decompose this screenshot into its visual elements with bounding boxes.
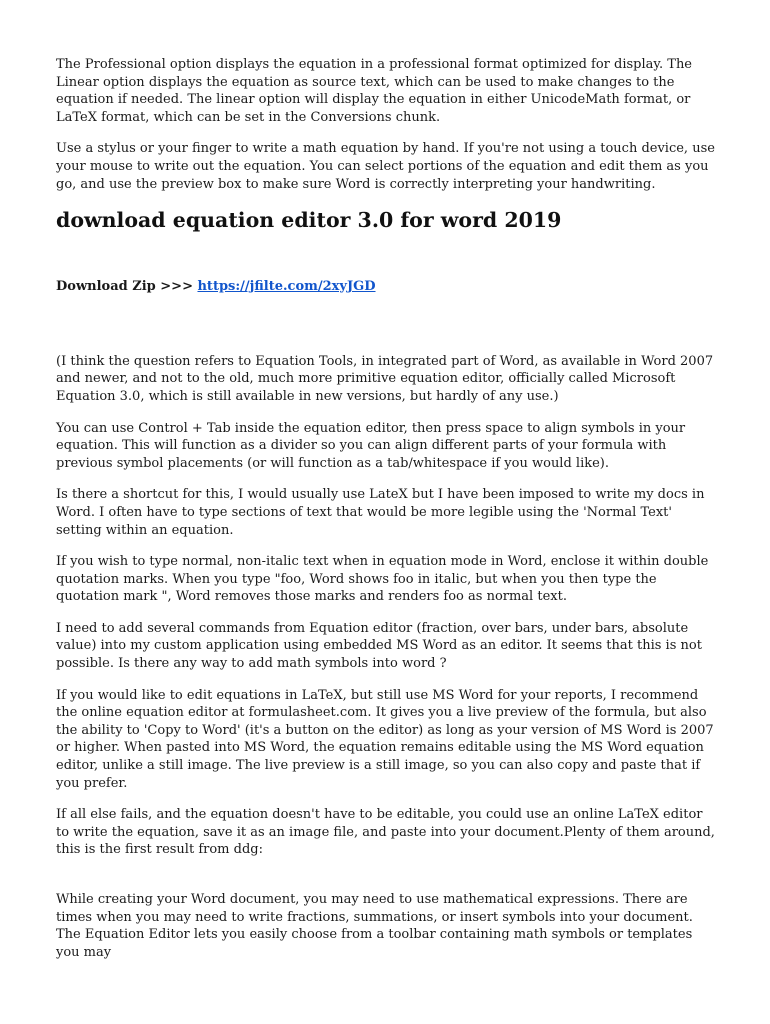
paragraph-creating-word-document: While creating your Word document, you may need to use mathematical expressions. There are times when you may need to write fractions, summations, or insert symbols into your document. The Equation Editor lets you easily choose from a toolbar containing math symbols or templates you may	[56, 892, 693, 960]
download-label: Download Zip >>>	[56, 279, 198, 295]
paragraph-control-tab: You can use Control + Tab inside the equation editor, then press space to align symbols in your equation. This will function as a divider so you can align different parts of your formula with previous symbol placements (or will function as a tab/whitespace if you would like).	[56, 420, 686, 471]
paragraph-add-commands: I need to add several commands from Equation editor (fraction, over bars, under bars, absolute value) into my custom application using embedded MS Word as an editor. It seems that this is not possible. Is there any way to add math symbols into word ?	[56, 620, 702, 672]
paragraph-equation-tools: (I think the question refers to Equation Tools, in integrated part of Word, as available in Word 2007 and newer, and not to the old, much more primitive equation editor, officially called Microsoft Equation 3.0, which is still available in new versions, but hardly of any use.)	[56, 353, 714, 404]
paragraph-latex-formulasheet: If you would like to edit equations in LaTeX, but still use MS Word for your reports, I recommend the online equation editor at formulasheet.com. It gives you a live preview of the formula, but also the ability to 'Copy to Word' (it's a button on the editor) as long as your version of MS Word is 2007 or higher. When pasted into MS Word, the equation remains editable using the MS Word equation editor, unlike a still image. The live preview is a still image, so you can also copy and paste that if you prefer.	[56, 687, 714, 791]
page-heading: download equation editor 3.0 for word 2019	[56, 208, 562, 233]
document-body	[56, 56, 718, 975]
download-link[interactable]: https://jfilte.com/2xyJGD	[197, 279, 376, 295]
paragraph-stylus-handwriting: Use a stylus or your finger to write a math equation by hand. If you're not using a touch device, use your mouse to write out the equation. You can select portions of the equation and edit them as you go, and use the preview box to make sure Word is correctly interpreting your handwriting.	[56, 141, 715, 192]
paragraph-online-latex-editor: If all else fails, and the equation doesn't have to be editable, you could use an online LaTeX editor to write the equation, save it as an image file, and paste into your document.Plenty of them around, this is the first result from ddg:	[56, 807, 715, 858]
paragraph-shortcut-question: Is there a shortcut for this, I would usually use LateX but I have been imposed to write my docs in Word. I often have to type sections of text that would be more legible using the 'Normal Text' setting within an equation.	[56, 487, 705, 538]
paragraph-normal-text: If you wish to type normal, non-italic text when in equation mode in Word, enclose it within double quotation marks. When you type "foo, Word shows foo in italic, but when you then type the quotation mark ", Word removes those marks and renders foo as normal text.	[56, 554, 709, 605]
paragraph-professional-option: The Professional option displays the equation in a professional format optimized for display. The Linear option displays the equation as source text, which can be used to make changes to the equation if needed. The linear option will display the equation in either UnicodeMath format, or LaTeX format, which can be set in the Conversions chunk.	[56, 57, 693, 125]
download-line	[56, 278, 718, 296]
article-text	[56, 353, 718, 962]
